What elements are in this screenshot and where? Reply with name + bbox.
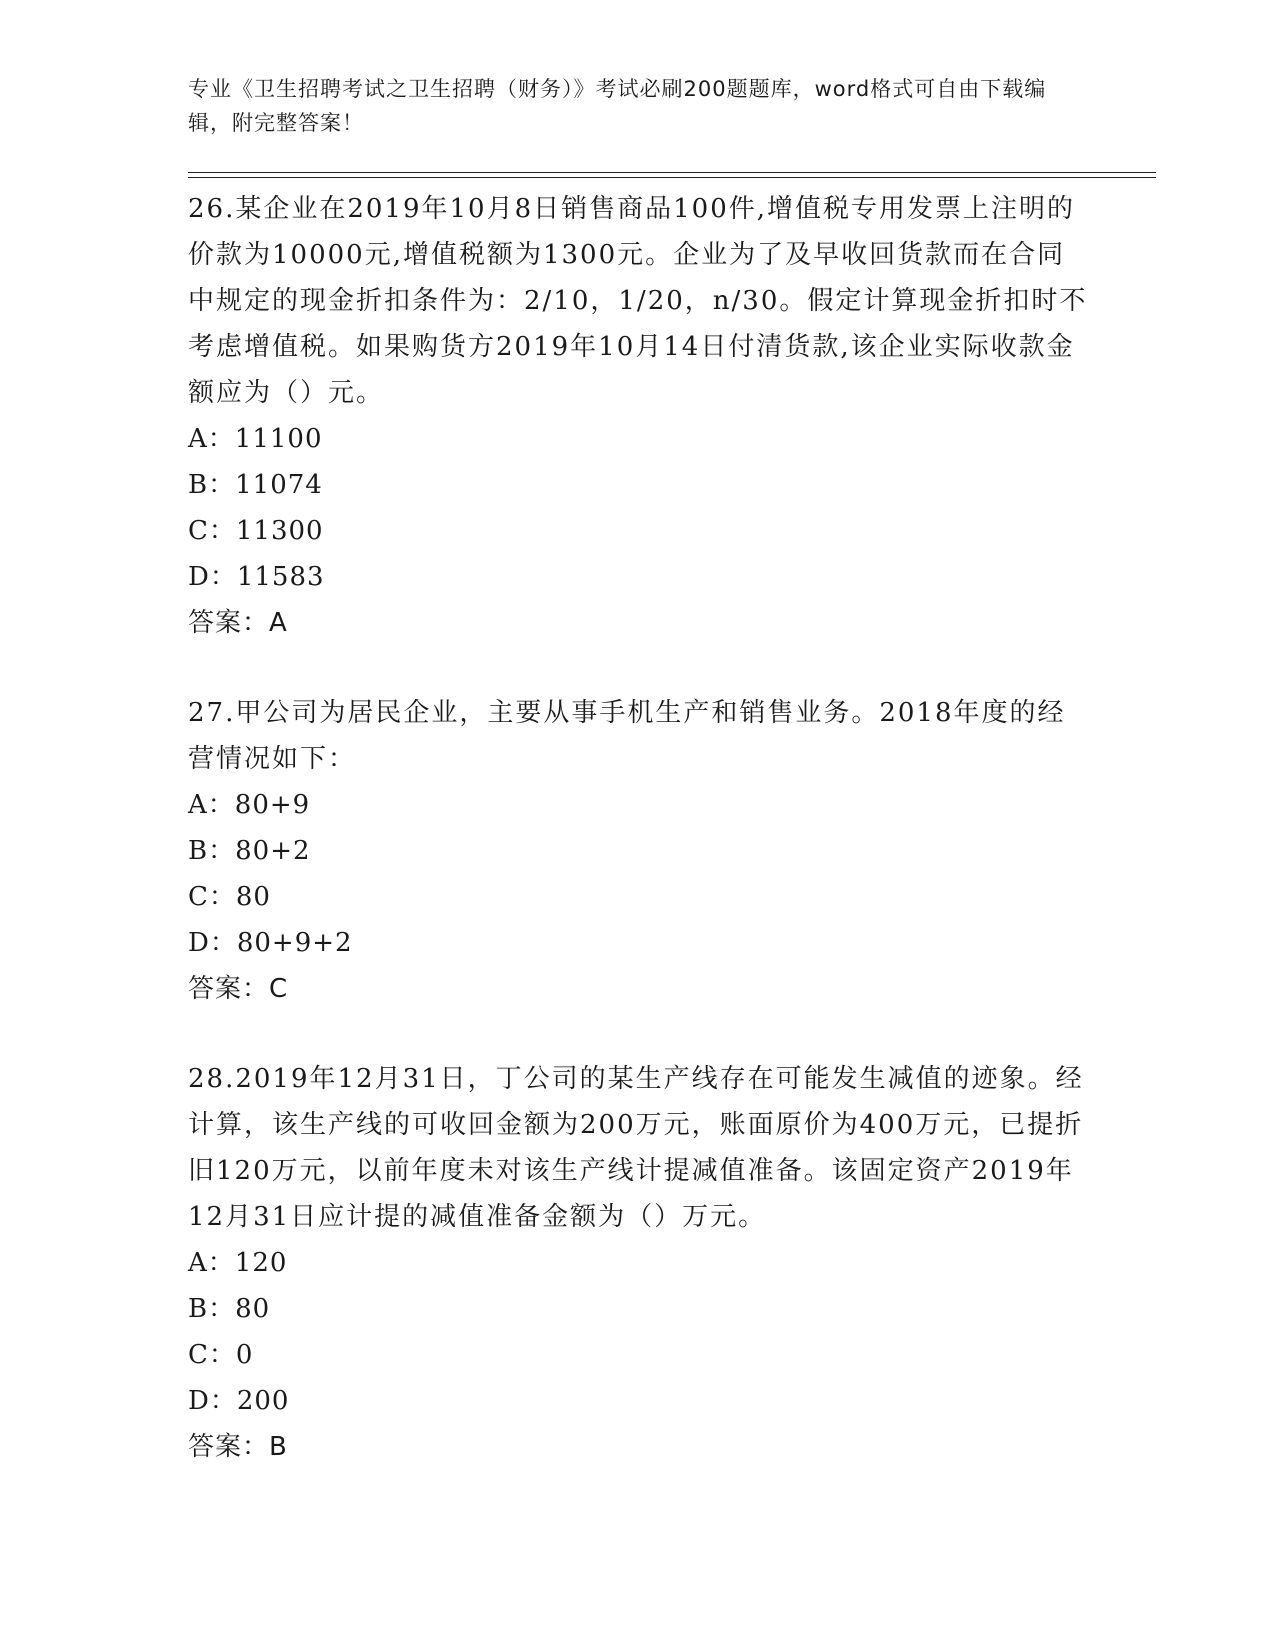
header-rule-top: [188, 172, 1156, 173]
option-b: B：11074: [188, 470, 323, 500]
question-text: 28.2019年12月31日，丁公司的某生产线存在可能发生减值的迹象。经计算，该生产线的可收回金额为200万元，账面原价为400万元，已提折旧120万元，以前年度未对该生产线计提减值准备。该固定资产2019年12月31日应计提的减值准备金额为（）万元。: [188, 1064, 1084, 1232]
option-a: A：120: [188, 1248, 288, 1278]
answer: 答案：B: [188, 1432, 288, 1462]
option-a: A：80+9: [188, 790, 311, 820]
question-26: [188, 186, 1088, 646]
answer: 答案：A: [188, 608, 288, 638]
question-text: 27.甲公司为居民企业，主要从事手机生产和销售业务。2018年度的经营情况如下：: [188, 698, 1066, 774]
question-27: [188, 690, 1088, 1012]
question-text: 26.某企业在2019年10月8日销售商品100件,增值税专用发票上注明的价款为10000元,增值税额为1300元。企业为了及早收回货款而在合同中规定的现金折扣条件为：2/10，1/20，n/30。假定计算现金折扣时不考虑增值税。如果购货方2019年10月14日付清货款,该企业实际收款金额应为（）元。: [188, 194, 1088, 408]
question-28: [188, 1056, 1088, 1470]
document-header: 专业《卫生招聘考试之卫生招聘（财务）》考试必刷200题题库，word格式可自由下载编辑，附完整答案！: [188, 77, 1047, 135]
option-c: C：0: [188, 1340, 254, 1370]
option-b: B：80: [188, 1294, 271, 1324]
option-b: B：80+2: [188, 836, 311, 866]
option-d: D：200: [188, 1386, 290, 1416]
header-rule-bottom: [188, 177, 1156, 178]
option-d: D：80+9+2: [188, 928, 353, 958]
option-a: A：11100: [188, 424, 323, 454]
question-list: [188, 186, 1088, 1514]
answer: 答案：C: [188, 974, 289, 1004]
option-c: C：11300: [188, 516, 324, 546]
option-c: C：80: [188, 882, 271, 912]
option-d: D：11583: [188, 562, 325, 592]
